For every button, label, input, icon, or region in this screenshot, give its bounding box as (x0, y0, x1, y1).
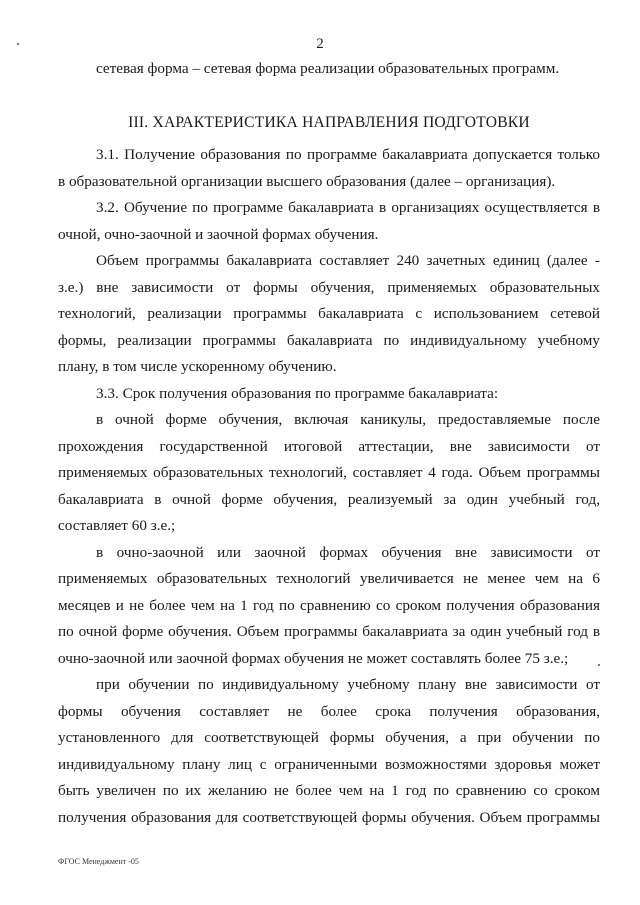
paragraph-part-time: в очно-заочной или заочной формах обучения вне зависимости от применяемых образовательных технологий увеличивается не менее чем на 6 месяцев и не более чем на 1 год по сравнению со сроком получения образования по очной форме обучения. Объем программы бакалавриата за один учебный год в очно-заочной или заочной формах обучения не может составлять более 75 з.е.; (58, 543, 600, 667)
section-heading: III. ХАРАКТЕРИСТИКА НАПРАВЛЕНИЯ ПОДГОТОВКИ (128, 113, 530, 131)
scan-speck (598, 664, 600, 666)
page-number: 2 (316, 36, 324, 52)
paragraph-network-form: сетевая форма – сетевая форма реализации образовательных программ. (96, 60, 560, 77)
paragraph-3-1: 3.1. Получение образования по программе бакалавриата допускается только в образовательной организации высшего образования (далее – организация). (58, 146, 600, 190)
document-body (58, 56, 600, 831)
paragraph-program-volume: Объем программы бакалавриата составляет 240 зачетных единиц (далее - з.е.) вне зависимости от формы обучения, применяемых образовательных технологий, реализации программы бакалавриата с использованием сетевой формы, реализации программы бакалавриата по индивидуальному учебному плану, в том числе ускоренному обучению. (58, 252, 600, 375)
footer-label: ФГОС Менеджмент -05 (58, 857, 139, 866)
scan-speck (17, 43, 19, 45)
paragraph-3-3: 3.3. Срок получения образования по программе бакалавриата: (96, 384, 499, 402)
paragraph-individual-plan: при обучении по индивидуальному учебному плану вне зависимости от формы обучения составляет не более срока получения образования, установленного для соответствующей формы обучения, а при обучении по индивидуальному плану лиц с ограниченными возможностями здоровья может быть увеличен по их желанию не более чем на 1 год по сравнению со сроком получения образования для соответствующей формы обучения. Объем программы (58, 676, 600, 826)
paragraph-3-2: 3.2. Обучение по программе бакалавриата в организациях осуществляется в очной, очно-заочной и заочной формах обучения. (58, 199, 600, 243)
paragraph-full-time: в очной форме обучения, включая каникулы, предоставляемые после прохождения государственной итоговой аттестации, вне зависимости от применяемых образовательных технологий, составляет 4 года. Объем программы бакалавриата в очной форме обучения, реализуемый за один учебный год, составляет 60 з.е.; (58, 411, 600, 534)
